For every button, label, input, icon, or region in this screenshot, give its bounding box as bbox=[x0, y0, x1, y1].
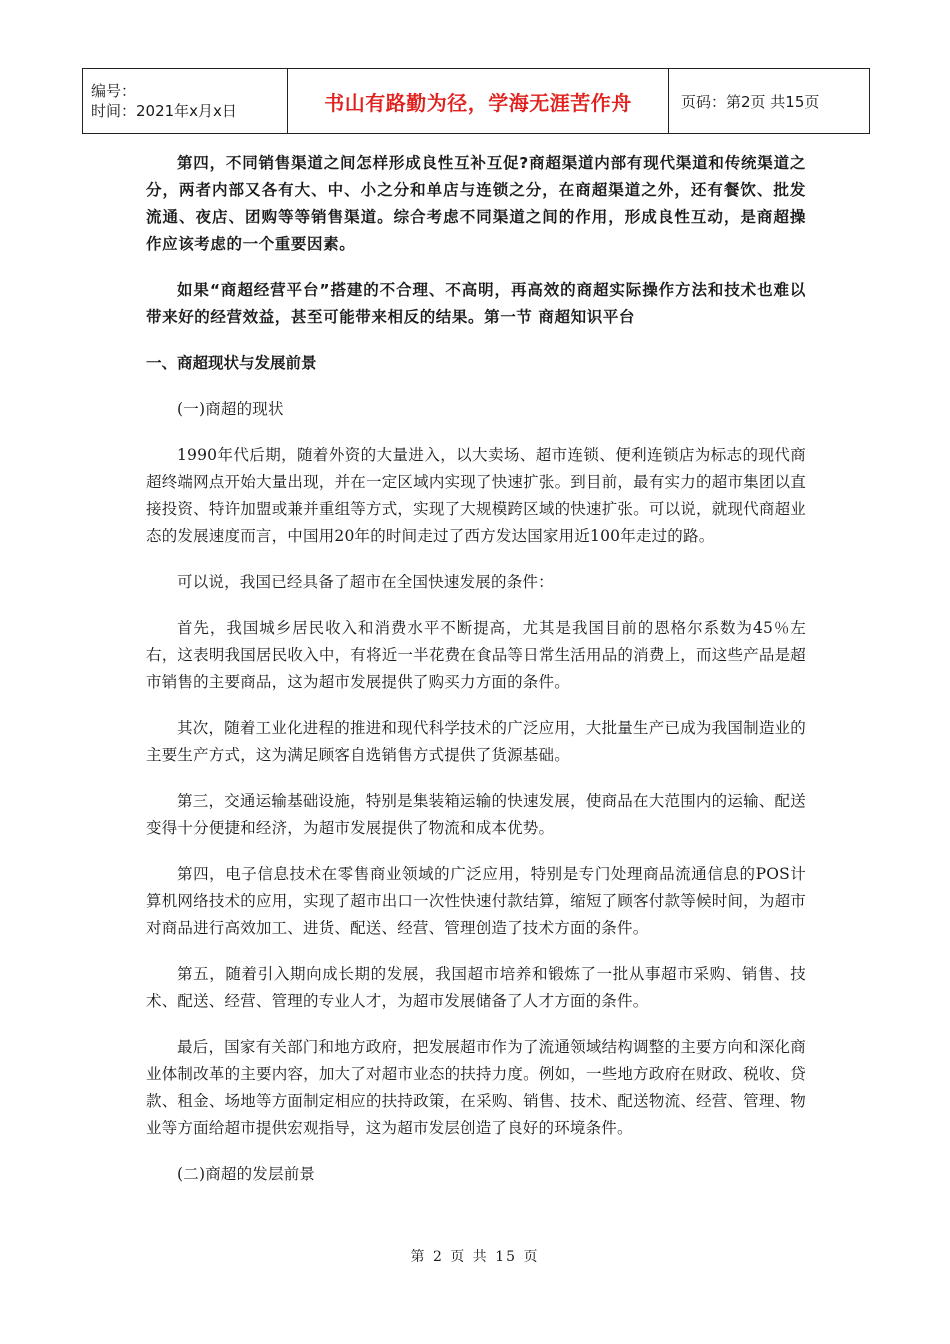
code-label: 编号： bbox=[91, 82, 137, 100]
paragraph-fifth: 第五，随着引入期向成长期的发展，我国超市培养和锻炼了一批从事超市采购、销售、技术、配送、经营、管理的专业人才，为超市发展储备了人才方面的条件。 bbox=[146, 965, 806, 1010]
subheading-status: (一)商超的现状 bbox=[177, 400, 284, 418]
section-heading: 一、商超现状与发展前景 bbox=[146, 354, 317, 372]
paragraph-fourth: 第四，电子信息技术在零售商业领域的广泛应用，特别是专门处理商品流通信息的POS计算机网络技术的应用，实现了超市出口一次性快速付款结算，缩短了顾客付款等候时间，为超市对商品进行高效加工、进货、配送、经营、管理创造了技术方面的条件。 bbox=[146, 865, 806, 937]
paragraph-conditions-intro: 可以说，我国已经具备了超市在全国快速发展的条件： bbox=[177, 573, 554, 591]
footer-page-number: 第 2 页 共 15 页 bbox=[410, 1249, 540, 1265]
header-meta-cell bbox=[83, 69, 288, 134]
date-label: 时间：2021年x月x日 bbox=[91, 102, 237, 120]
paragraph-platform: 如果“商超经营平台”搭建的不合理、不高明，再高效的商超实际操作方法和技术也难以带来好的经营效益，甚至可能带来相反的结果。第一节 商超知识平台 bbox=[146, 281, 806, 326]
header-table bbox=[82, 68, 870, 134]
paragraph-finally: 最后，国家有关部门和地方政府，把发展超市作为了流通领域结构调整的主要方向和深化商业体制改革的主要内容，加大了对超市业态的扶持力度。例如，一些地方政府在财政、税收、贷款、租金、场地等方面制定相应的扶持政策，在采购、销售、技术、配送物流、经营、管理、物业等方面给超市提供宏观指导，这为超市发层创造了良好的环境条件。 bbox=[146, 1038, 806, 1137]
paragraph-third: 第三，交通运输基础设施，特别是集装箱运输的快速发展，使商品在大范围内的运输、配送变得十分便捷和经济，为超市发展提供了物流和成本优势。 bbox=[146, 792, 806, 837]
paragraph-second: 其次，随着工业化进程的推进和现代科学技术的广泛应用，大批量生产已成为我国制造业的主要生产方式，这为满足顾客自选销售方式提供了货源基础。 bbox=[146, 719, 806, 764]
page-footer bbox=[0, 1246, 950, 1266]
subheading-prospects: (二)商超的发层前景 bbox=[177, 1165, 316, 1183]
header-page-number: 页码：第2页 共15页 bbox=[669, 69, 870, 134]
paragraph-first: 首先，我国城乡居民收入和消费水平不断提高，尤其是我国目前的恩格尔系数为45％左右，这表明我国居民收入中，有将近一半花费在食品等日常生活用品的消费上，而这些产品是超市销售的主要商品，这为超市发展提供了购买力方面的条件。 bbox=[146, 619, 806, 691]
header-motto: 书山有路勤为径，学海无涯苦作舟 bbox=[288, 69, 669, 134]
paragraph-channels: 第四，不同销售渠道之间怎样形成良性互补互促?商超渠道内部有现代渠道和传统渠道之分，两者内部又各有大、中、小之分和单店与连锁之分，在商超渠道之外，还有餐饮、批发流通、夜店、团购等等销售渠道。综合考虑不同渠道之间的作用，形成良性互动，是商超操作应该考虑的一个重要因素。 bbox=[146, 154, 806, 253]
document-body bbox=[146, 150, 806, 1207]
paragraph-history: 1990年代后期，随着外资的大量进入，以大卖场、超市连锁、便利连锁店为标志的现代商超终端网点开始大量出现，并在一定区域内实现了快速扩张。到目前，最有实力的超市集团以直接投资、特许加盟或兼并重组等方式，实现了大规模跨区域的快速扩张。可以说，就现代商超业态的发展速度而言，中国用20年的时间走过了西方发达国家用近100年走过的路。 bbox=[146, 446, 806, 545]
